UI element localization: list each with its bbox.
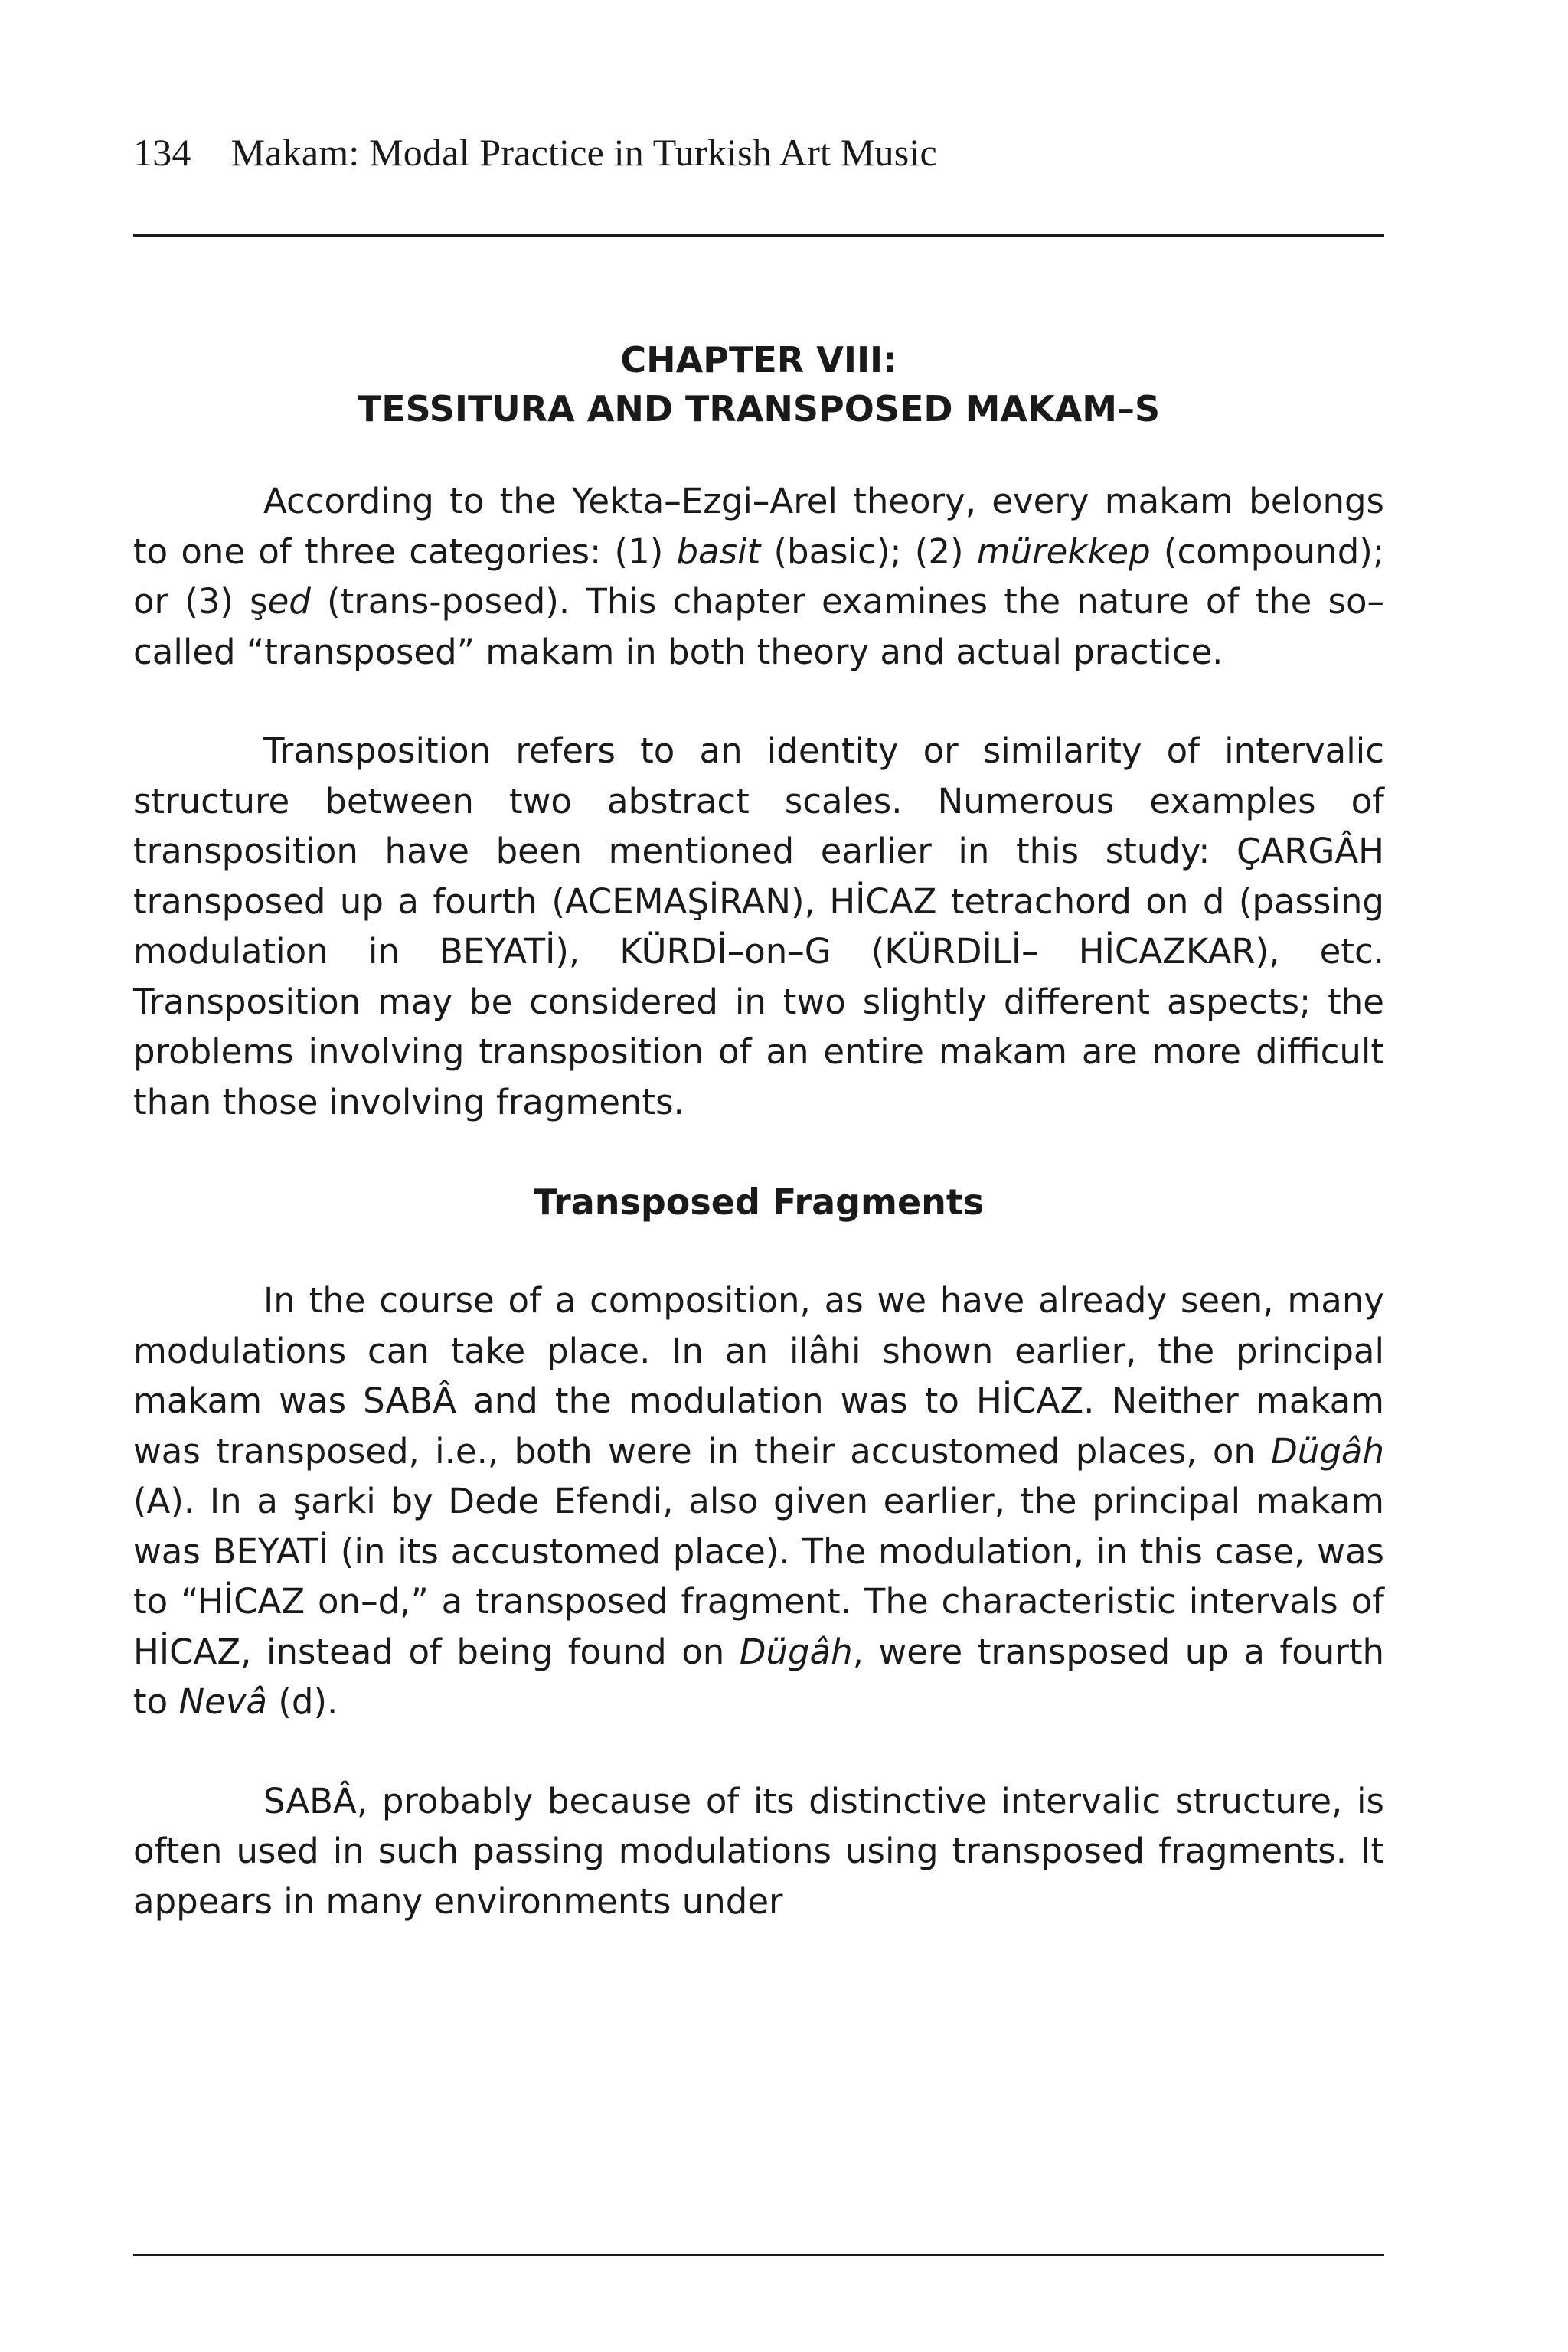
text-run: (A). In a şarki by Dede Efendi, also given earlier, the principal makam was BEYATİ (in its accustomed place). The modulation, in this case, was to “HİCAZ on–d,” a transposed fragment. The characteristic intervals of HİCAZ, instead of being found on	[133, 1481, 1384, 1672]
running-header	[133, 130, 937, 175]
text-run: According to the Yekta–Ezgi–Arel theory, every makam belongs to one of three categories: (1)	[133, 481, 1384, 572]
section-heading: Transposed Fragments	[533, 1181, 985, 1223]
italic-term-sed: ed	[267, 581, 311, 622]
text-run: (compound); or (3) ş	[133, 531, 1384, 622]
italic-term-murekkep: mürekkep	[976, 531, 1151, 572]
paragraph-modulations	[133, 1276, 1384, 1727]
text-run: , were transposed up a fourth to	[133, 1631, 1384, 1722]
italic-term-neva: Nevâ	[178, 1681, 268, 1722]
chapter-label: CHAPTER VIII:	[620, 339, 897, 381]
italic-term-dugah: Dügâh	[1271, 1430, 1384, 1472]
italic-term-basit: basit	[676, 531, 761, 572]
text-run: (basic); (2)	[760, 531, 977, 572]
text-run: (d).	[267, 1681, 338, 1722]
header-rule	[133, 234, 1384, 237]
running-title: Makam: Modal Practice in Turkish Art Music	[230, 131, 937, 174]
footer-rule	[133, 2254, 1384, 2256]
chapter-heading	[133, 335, 1384, 433]
page-number: 134	[133, 131, 191, 174]
text-run: (trans-posed). This chapter examines the nature of the so–called “transposed” makam in both theory and actual practice.	[133, 581, 1384, 672]
paragraph-transposition: Transposition refers to an identity or similarity of intervalic structure between two abstract scales. Numerous examples of transposition have been mentioned earlier in this study: ÇARGÂH transposed up a fourth (ACEMAŞİRAN), HİCAZ tetrachord on d (passing modulation in BEYATİ), KÜRDİ–on–G (KÜRDİLİ– HİCAZKAR), etc. Transposition may be considered in two slightly different aspects; the problems involving transposition of an entire makam are more difficult than those involving fragments.	[133, 730, 1384, 1122]
chapter-title: TESSITURA AND TRANSPOSED MAKAM–S	[357, 388, 1161, 430]
text-run: In the course of a composition, as we have already seen, many modulations can take place. In an ilâhi shown earlier, the principal makam was SABÂ and the modulation was to HİCAZ. Neither makam was transposed, i.e., both were in their accustomed places, on	[133, 1280, 1384, 1472]
italic-term-dugah: Dügâh	[739, 1631, 853, 1672]
paragraph-saba: SABÂ, probably because of its distinctive intervalic structure, is often used in such passing modulations using transposed fragments. It appears in many environments under	[133, 1780, 1384, 1922]
page-body	[133, 335, 1384, 1926]
paragraph-intro	[133, 476, 1384, 677]
